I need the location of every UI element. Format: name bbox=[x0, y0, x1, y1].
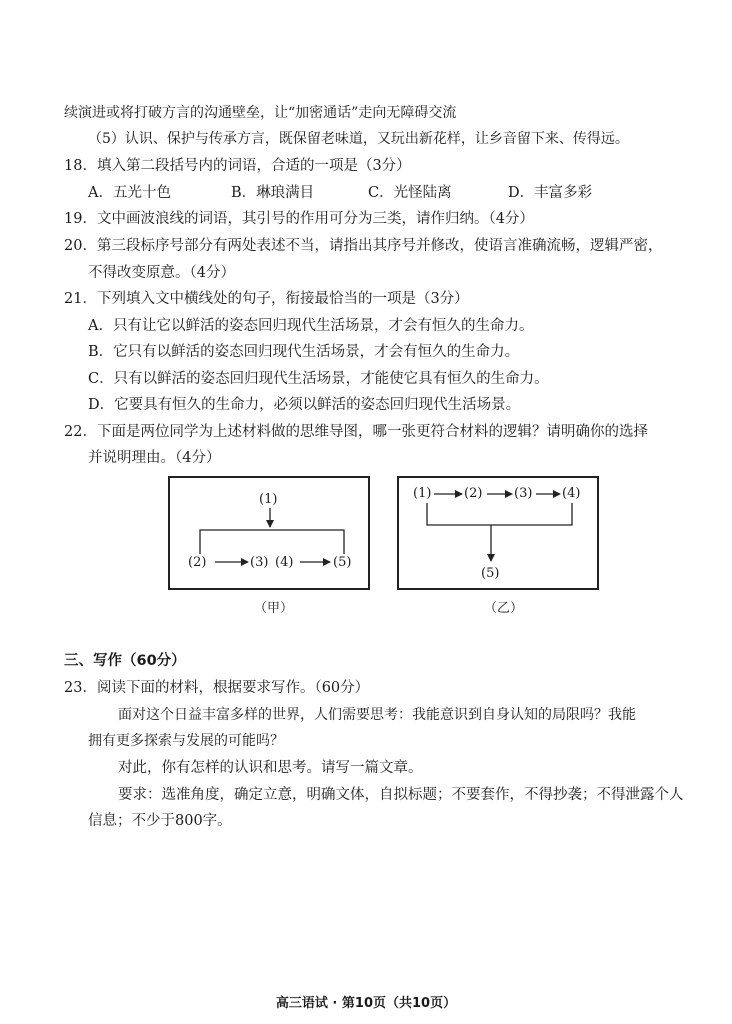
mindmap-jia-node-4: (4) bbox=[275, 555, 294, 570]
q18-option-a: A．五光十色 bbox=[88, 185, 171, 201]
q23-material-line-2: 拥有更多探索与发展的可能吗？ bbox=[88, 733, 284, 749]
mindmap-jia-caption: （甲） bbox=[254, 601, 294, 616]
q23-stem: 23．阅读下面的材料，根据要求写作。（60分） bbox=[64, 680, 370, 696]
q19-stem: 19．文中画波浪线的词语，其引号的作用可分为三类，请作归纳。（4分） bbox=[64, 211, 534, 227]
section-title: 三、写作（60分） bbox=[64, 653, 186, 669]
mindmap-jia-node-3: (3) bbox=[250, 555, 269, 570]
continued-line-2: （5）认识、保护与传承方言，既保留老味道，又玩出新花样，让乡音留下来、传得远。 bbox=[88, 131, 629, 147]
q20-line-2: 不得改变原意。（4分） bbox=[88, 265, 235, 281]
mindmap-yi-node-1: (1) bbox=[413, 486, 432, 501]
q21-stem: 21．下列填入文中横线处的句子，衔接最恰当的一项是（3分） bbox=[64, 291, 469, 307]
q21-option-b: B．它只有以鲜活的姿态回归现代生活场景，才会有恒久的生命力。 bbox=[88, 344, 520, 360]
mindmap-yi-node-2: (2) bbox=[464, 486, 483, 501]
q23-prompt: 对此，你有怎样的认识和思考。请写一篇文章。 bbox=[118, 760, 423, 776]
mindmap-yi-node-4: (4) bbox=[562, 486, 581, 501]
continued-line-1: 续演进或将打破方言的沟通壁垒，让“加密通话”走向无障碍交流 bbox=[64, 105, 457, 121]
q18-option-c: C．光怪陆离 bbox=[368, 185, 452, 201]
q23-requirements-line-1: 要求：选准角度，确定立意，明确文体，自拟标题；不要套作，不得抄袭；不得泄露个人 bbox=[118, 787, 684, 803]
q18-option-b: B．琳琅满目 bbox=[231, 185, 315, 201]
page-footer: 高三语试 · 第10页（共10页） bbox=[275, 996, 457, 1011]
mindmap-jia-node-2: (2) bbox=[188, 555, 207, 570]
mindmap-yi-node-3: (3) bbox=[514, 486, 533, 501]
q22-line-1: 22．下面是两位同学为上述材料做的思维导图，哪一张更符合材料的逻辑？请明确你的选择 bbox=[64, 424, 648, 440]
mindmap-yi-node-5: (5) bbox=[481, 566, 500, 581]
q21-option-d: D．它要具有恒久的生命力，必须以鲜活的姿态回归现代生活场景。 bbox=[88, 397, 521, 413]
mindmap-jia-node-5: (5) bbox=[333, 555, 352, 570]
q21-option-c: C．只有以鲜活的姿态回归现代生活场景，才能使它具有恒久的生命力。 bbox=[88, 371, 549, 387]
q22-line-2: 并说明理由。（4分） bbox=[88, 450, 221, 466]
q18-stem: 18．填入第二段括号内的词语，合适的一项是（3分） bbox=[64, 158, 411, 174]
q20-line-1: 20．第三段标序号部分有两处表述不当，请指出其序号并修改，使语言准确流畅，逻辑严密， bbox=[64, 238, 663, 254]
q21-option-a: A．只有让它以鲜活的姿态回归现代生活场景，才会有恒久的生命力。 bbox=[88, 318, 534, 334]
mindmap-jia-node-1: (1) bbox=[259, 492, 278, 507]
q23-material-line-1: 面对这个日益丰富多样的世界，人们需要思考：我能意识到自身认知的局限吗？我能 bbox=[118, 707, 636, 723]
mindmap-yi-caption: （乙） bbox=[484, 601, 524, 616]
q23-requirements-line-2: 信息；不少于800字。 bbox=[88, 813, 232, 829]
q18-option-d: D．丰富多彩 bbox=[508, 185, 593, 201]
